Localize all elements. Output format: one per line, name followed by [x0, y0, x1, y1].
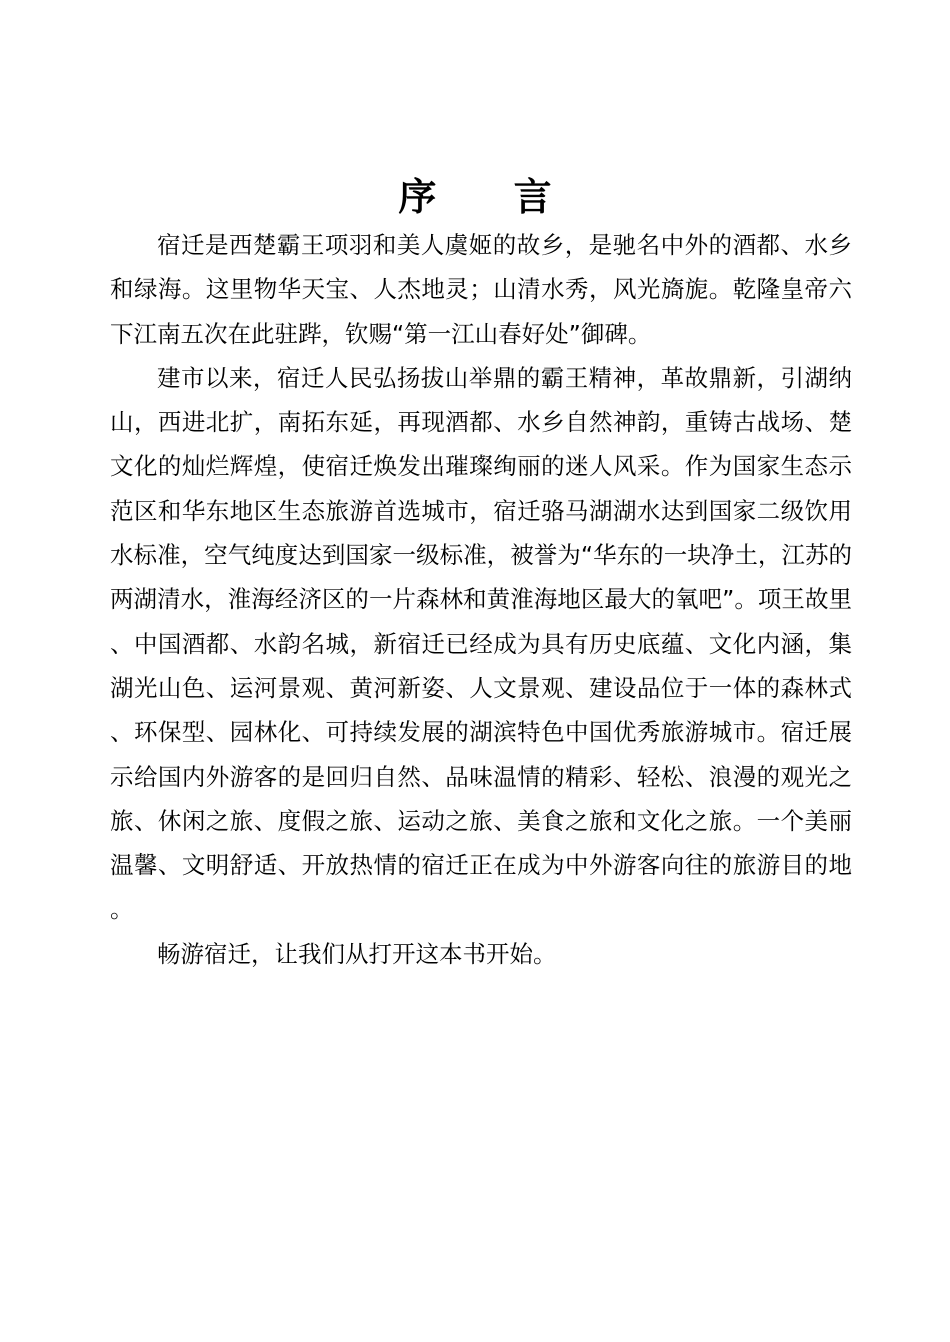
paragraph-closing: 畅游宿迁，让我们从打开这本书开始。: [157, 939, 557, 968]
paragraph-development: 建市以来，宿迁人民弘扬拔山举鼎的霸王精神，革故鼎新，引湖纳山，西进北扩，南拓东延，再现酒都、水乡自然神韵，重铸古战场、楚文化的灿烂辉煌，使宿迁焕发出璀璨绚丽的迷人风采。作为国家生态示范区和华东地区生态旅游首选城市，宿迁骆马湖湖水达到国家二级饮用水标准，空气纯度达到国家一级标准，被誉为“华东的一块净土，江苏的两湖清水，淮海经济区的一片森林和黄淮海地区最大的氧吧”。项王故里、中国酒都、水韵名城，新宿迁已经成为具有历史底蕴、文化内涵，集湖光山色、运河景观、黄河新姿、人文景观、建设品位于一体的森林式、环保型、园林化、可持续发展的湖滨特色中国优秀旅游城市。宿迁展示给国内外游客的是回归自然、品味温情的精彩、轻松、浪漫的观光之旅、休闲之旅、度假之旅、运动之旅、美食之旅和文化之旅。一个美丽温馨、文明舒适、开放热情的宿迁正在成为中外游客向往的旅游目的地。: [110, 363, 852, 924]
page-title: 序 言: [398, 175, 584, 220]
document-body: [110, 223, 852, 976]
paragraph-intro: 宿迁是西楚霸王项羽和美人虞姬的故乡，是驰名中外的酒都、水乡和绿海。这里物华天宝、人杰地灵；山清水秀，风光旖旎。乾隆皇帝六下江南五次在此驻跸，钦赐“第一江山春好处”御碑。: [110, 231, 852, 348]
